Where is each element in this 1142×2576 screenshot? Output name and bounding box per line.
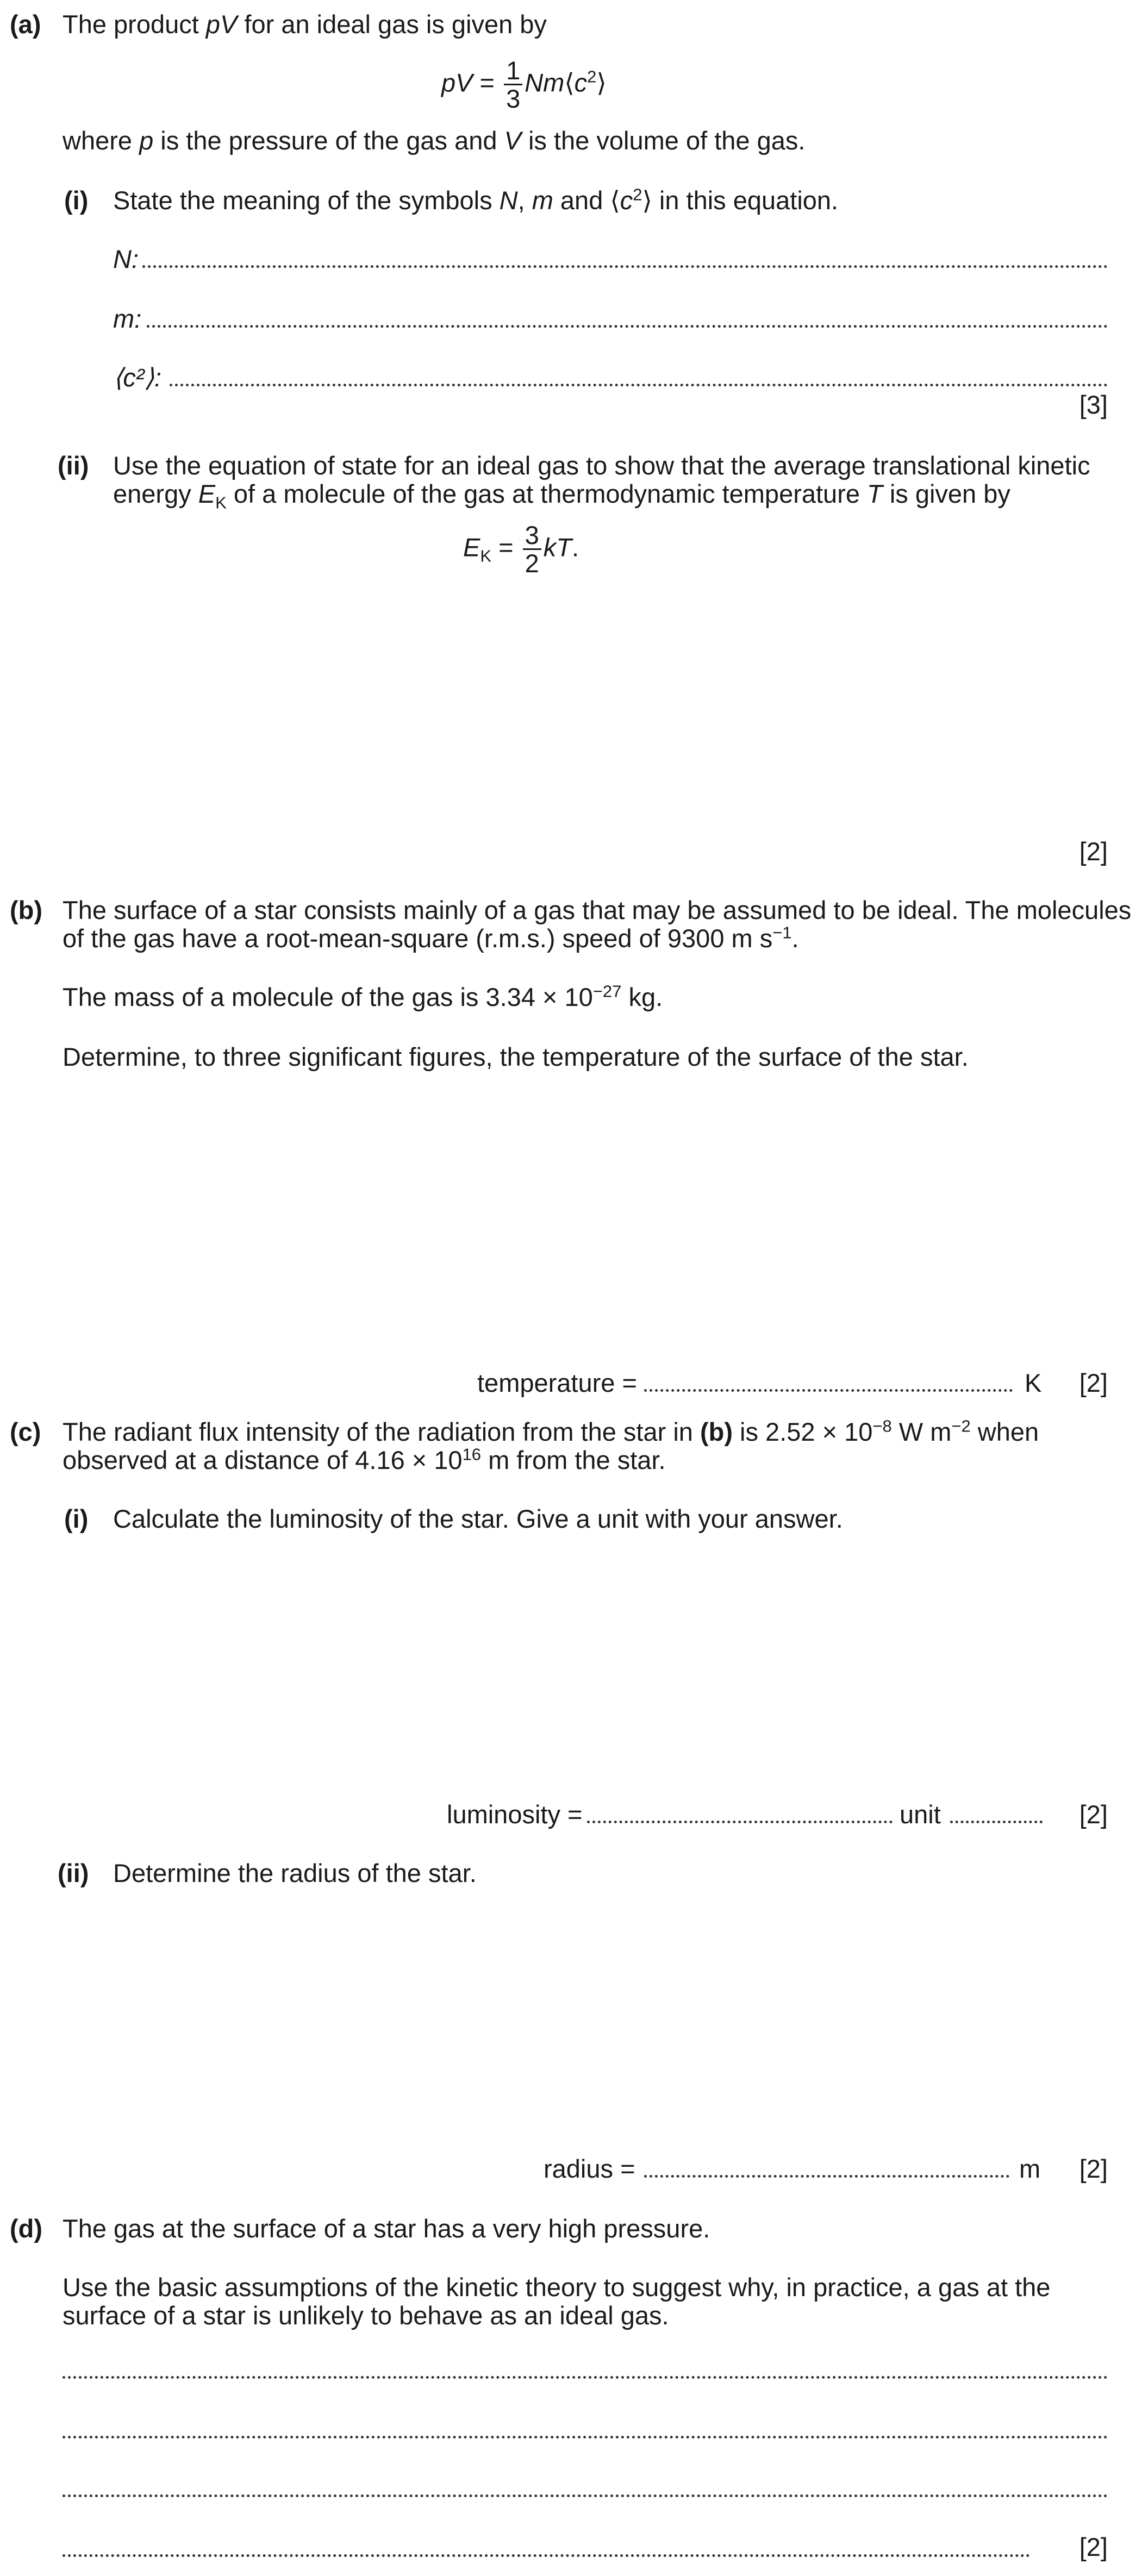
part-b-label: (b) (10, 896, 43, 924)
luminosity-unit-label: unit (900, 1800, 941, 1829)
radius-unit: m (1019, 2154, 1041, 2183)
part-d-line3: surface of a star is unlikely to behave as an ideal gas. (63, 2301, 669, 2330)
answer-line-d-4[interactable] (63, 2554, 1030, 2557)
part-d-line2: Use the basic assumptions of the kinetic theory to suggest why, in practice, a gas at the (63, 2273, 1051, 2302)
radius-answer-line[interactable] (644, 2175, 1009, 2178)
marks-b: [2] (1079, 1368, 1108, 1397)
sub-a-i-label: (i) (64, 186, 89, 215)
sub-a-ii-label: (ii) (58, 451, 89, 480)
part-d-line1: The gas at the surface of a star has a very high pressure. (63, 2214, 710, 2243)
sub-a-ii-line2: energy $E_K$ of a molecule of the gas at thermodynamic temperature T is given by (113, 479, 1010, 512)
luminosity-label: luminosity = (447, 1800, 583, 1829)
part-d-label: (d) (10, 2214, 43, 2243)
marks-a-i: [3] (1079, 390, 1108, 419)
sub-c-i-question: Calculate the luminosity of the star. Give a unit with your answer. (113, 1504, 843, 1533)
part-a-label: (a) (10, 10, 41, 39)
marks-c-i: [2] (1079, 1800, 1108, 1829)
marks-c-ii: [2] (1079, 2154, 1108, 2183)
sub-a-i-question: State the meaning of the symbols N, m and $⟨c^2⟩$ in this equation. (113, 185, 839, 215)
where-text: where p is the pressure of the gas and V is the volume of the gas. (63, 126, 806, 155)
part-b-line2: of the gas have a root-mean-square (r.m.s.) speed of 9300 m $s^{-1}$. (63, 923, 799, 953)
part-b-mass: The mass of a molecule of the gas is $3.34 \times 10^{-27}$ kg. (63, 981, 663, 1011)
marks-d: [2] (1079, 2533, 1108, 2561)
answer-line-d-2[interactable] (63, 2436, 1108, 2439)
luminosity-unit-line[interactable] (950, 1821, 1043, 1823)
equation-ek: $E_K$ = $\frac{3}{2}$ kT. (463, 521, 579, 578)
part-b-line1: The surface of a star consists mainly of a gas that may be assumed to be ideal. The molecules (63, 896, 1132, 924)
sub-c-ii-question: Determine the radius of the star. (113, 1859, 477, 1887)
luminosity-answer-line[interactable] (587, 1821, 893, 1823)
part-c-line2: observed at a distance of $4.16 \times 10^{16}$ m from the star. (63, 1445, 666, 1474)
equation-pv: pV = $\frac{1}{3}$ $Nm⟨c^2⟩$ (441, 56, 607, 114)
part-b-task: Determine, to three significant figures, the temperature of the surface of the star. (63, 1042, 969, 1071)
sub-c-i-label: (i) (64, 1504, 89, 1533)
answer-line-m[interactable] (147, 325, 1108, 328)
answer-line-c2[interactable] (170, 384, 1108, 386)
part-a-intro: The product pV for an ideal gas is given by (63, 10, 547, 39)
sub-c-ii-label: (ii) (58, 1859, 89, 1887)
temperature-unit: K (1025, 1368, 1042, 1397)
part-c-line1: The radiant flux intensity of the radiation from the star in (b) is $2.52 \times 10^{-8}$ W $m^{-2}$ when (63, 1416, 1039, 1446)
answer-label-m: m: (113, 304, 142, 333)
marks-a-ii: [2] (1079, 837, 1108, 866)
answer-line-n[interactable] (142, 265, 1108, 268)
temperature-label: temperature = (477, 1368, 637, 1397)
sub-a-ii-line1: Use the equation of state for an ideal gas to show that the average translational kinetic (113, 451, 1090, 480)
answer-label-n: N: (113, 245, 139, 273)
answer-line-d-3[interactable] (63, 2494, 1108, 2497)
part-c-label: (c) (10, 1417, 41, 1446)
temperature-answer-line[interactable] (644, 1389, 1013, 1392)
radius-label: radius = (544, 2154, 635, 2183)
answer-label-c2: ⟨c²⟩: (113, 363, 161, 392)
answer-line-d-1[interactable] (63, 2376, 1108, 2379)
